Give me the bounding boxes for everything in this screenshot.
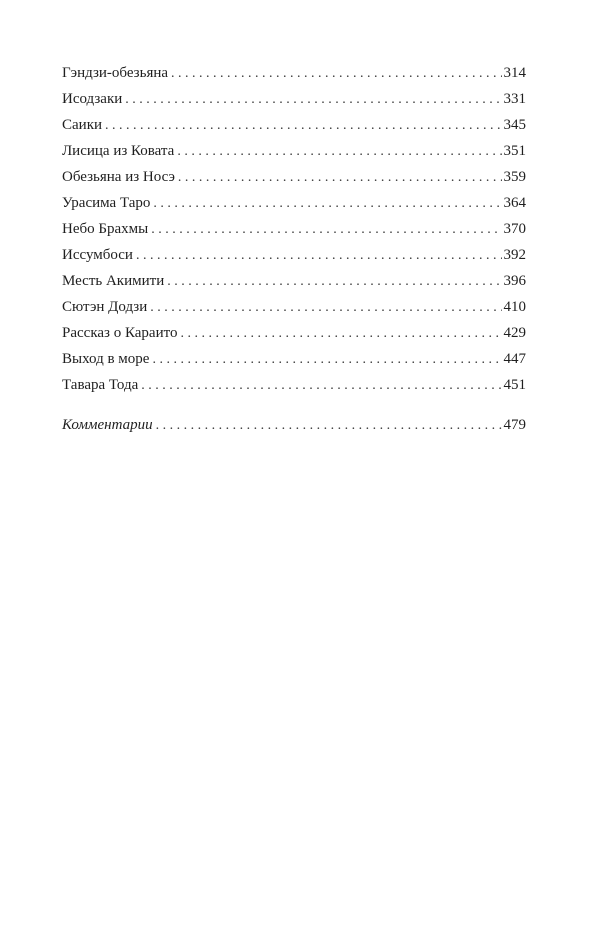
toc-entry [62,190,526,216]
toc-entry-title: Лисица из Ковата [62,143,175,159]
toc-entry-title: Урасима Таро [62,195,151,211]
toc-entry [62,294,526,320]
dot-leader [141,373,501,399]
toc-entry-page: 351 [503,143,526,159]
dot-leader [177,139,501,165]
toc-entry-page: 429 [503,325,526,341]
toc-entry-page: 410 [503,299,526,315]
dot-leader [125,87,501,113]
toc-entry-page: 451 [503,377,526,393]
toc-entry [62,268,526,294]
toc-entry-title: Рассказ о Караито [62,325,178,341]
toc-entry [62,372,526,398]
toc-entry-page: 396 [503,273,526,289]
toc-entry [62,112,526,138]
dot-leader [180,321,501,347]
toc-entry [62,86,526,112]
toc-entry-title: Саики [62,117,103,133]
toc-entry [62,320,526,346]
dot-leader [178,165,502,191]
toc-entry-title: Комментарии [62,417,153,433]
toc-entry [62,138,526,164]
toc-entry-title: Тавара Тода [62,377,139,393]
toc-entry-title: Обезьяна из Носэ [62,169,175,185]
dot-leader [153,191,501,217]
toc-entry [62,346,526,372]
toc-entry-page: 370 [503,221,526,237]
toc-entry-page: 447 [503,351,526,367]
toc-entry-page: 359 [503,169,526,185]
dot-leader [167,269,501,295]
section-gap [62,398,526,412]
toc-entry [62,60,526,86]
dot-leader [151,217,501,243]
toc-entry-title: Исодзаки [62,91,123,107]
table-of-contents [62,60,526,438]
toc-entry [62,216,526,242]
toc-entry-title: Выход в море [62,351,150,367]
toc-entry-page: 331 [503,91,526,107]
toc-entry [62,164,526,190]
dot-leader [136,243,502,269]
toc-entry-title: Гэндзи-обезьяна [62,65,169,81]
dot-leader [152,347,501,373]
dot-leader [171,61,501,87]
toc-entry-title: Иссумбоси [62,247,133,263]
toc-entry-page: 392 [503,247,526,263]
toc-entry-title: Месть Акимити [62,273,165,289]
dot-leader [150,295,501,321]
toc-entry-title: Небо Брахмы [62,221,149,237]
dot-leader [156,413,502,439]
dot-leader [105,113,501,139]
toc-entry-page: 345 [503,117,526,133]
toc-entry-page: 479 [503,417,526,433]
toc-entry [62,242,526,268]
toc-entry-commentary [62,412,526,438]
toc-entry-title: Сютэн Додзи [62,299,148,315]
toc-entry-page: 364 [503,195,526,211]
toc-entry-page: 314 [503,65,526,81]
